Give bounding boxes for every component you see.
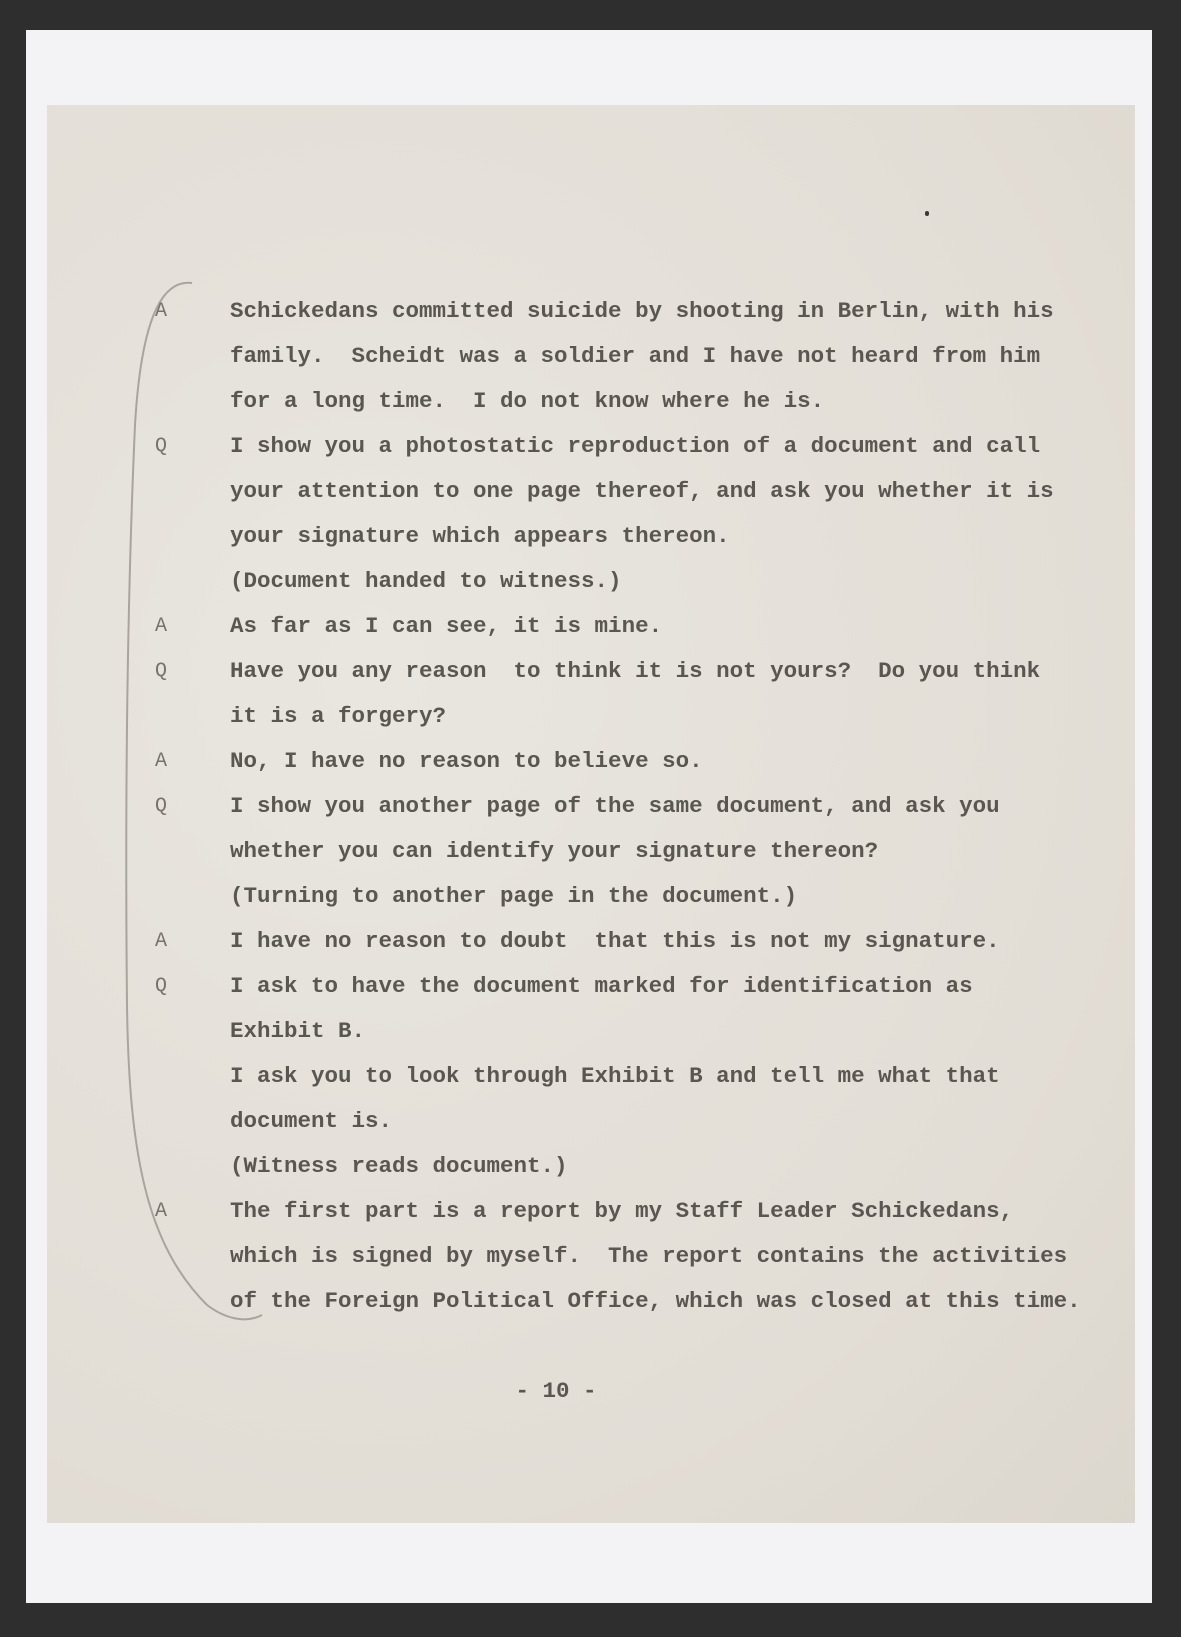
line-text: (Turning to another page in the document.) bbox=[230, 883, 798, 909]
line-text: Schickedans committed suicide by shooting in Berlin, with his bbox=[230, 298, 1054, 324]
line-text: No, I have no reason to believe so. bbox=[230, 748, 703, 774]
line-text: your signature which appears thereon. bbox=[230, 523, 730, 549]
speaker-label: A bbox=[155, 615, 168, 638]
line-text: As far as I can see, it is mine. bbox=[230, 613, 663, 639]
speaker-label: A bbox=[155, 750, 168, 773]
speaker-label: A bbox=[155, 1200, 168, 1223]
line-text: document is. bbox=[230, 1108, 393, 1134]
line-text: (Document handed to witness.) bbox=[230, 568, 622, 594]
line-text: it is a forgery? bbox=[230, 703, 447, 729]
line-text: whether you can identify your signature thereon? bbox=[230, 838, 879, 864]
line-text: family. Scheidt was a soldier and I have not heard from him bbox=[230, 343, 1041, 369]
speaker-label: Q bbox=[155, 660, 168, 683]
line-text: The first part is a report by my Staff Leader Schickedans, bbox=[230, 1198, 1014, 1224]
line-text: I ask you to look through Exhibit B and tell me what that bbox=[230, 1063, 1000, 1089]
line-text: (Witness reads document.) bbox=[230, 1153, 568, 1179]
transcript-body bbox=[47, 105, 1135, 1523]
speaker-label: Q bbox=[155, 795, 168, 818]
page-number: - 10 - bbox=[515, 1378, 597, 1404]
line-text: I have no reason to doubt that this is not my signature. bbox=[230, 928, 1000, 954]
line-text: Have you any reason to think it is not yours? Do you think bbox=[230, 658, 1041, 684]
line-text: I show you another page of the same document, and ask you bbox=[230, 793, 1000, 819]
line-text: I show you a photostatic reproduction of a document and call bbox=[230, 433, 1041, 459]
document-page bbox=[47, 105, 1135, 1523]
speaker-label: A bbox=[155, 300, 168, 323]
line-text: I ask to have the document marked for identification as bbox=[230, 973, 973, 999]
speaker-label: Q bbox=[155, 975, 168, 998]
line-text: Exhibit B. bbox=[230, 1018, 366, 1044]
line-text: which is signed by myself. The report contains the activities bbox=[230, 1243, 1068, 1269]
line-text: your attention to one page thereof, and ask you whether it is bbox=[230, 478, 1054, 504]
speaker-label: Q bbox=[155, 435, 168, 458]
line-text: for a long time. I do not know where he is. bbox=[230, 388, 825, 414]
line-text: of the Foreign Political Office, which was closed at this time. bbox=[230, 1288, 1081, 1314]
speaker-label: A bbox=[155, 930, 168, 953]
